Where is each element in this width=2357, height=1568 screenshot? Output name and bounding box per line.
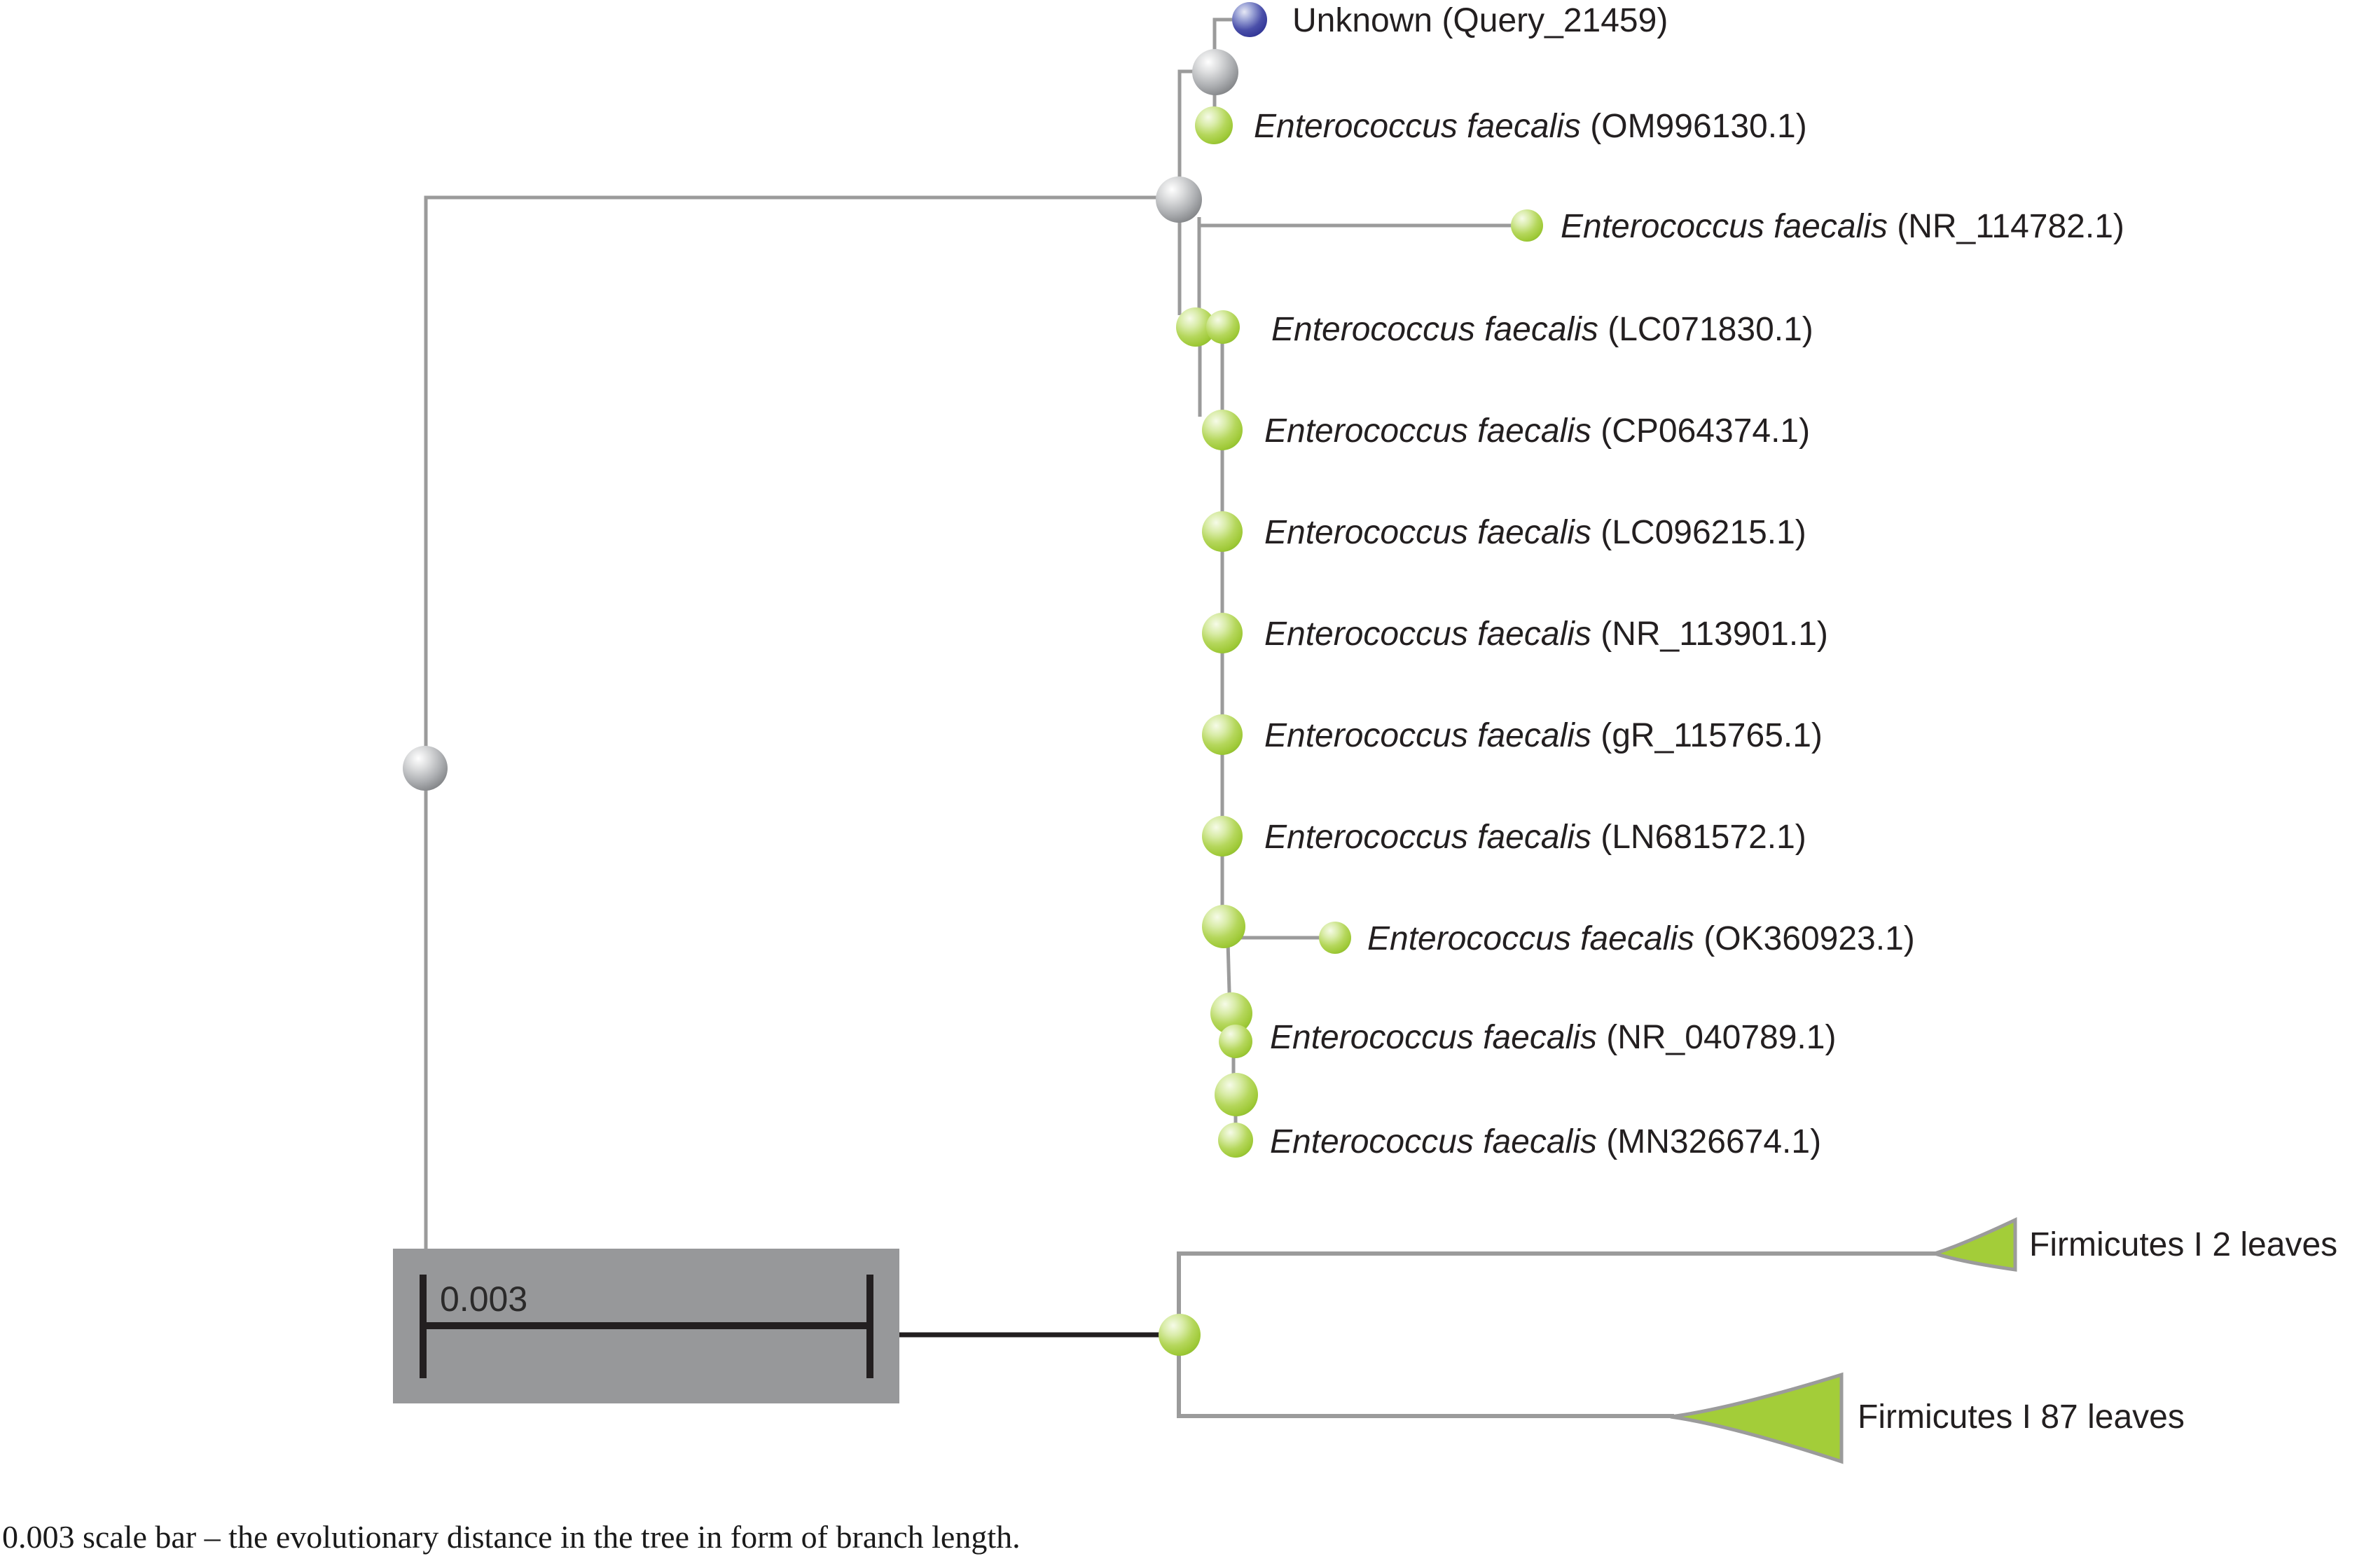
leaf-label-om996130[interactable]: Enterococcus faecalis (OM996130.1) bbox=[1254, 108, 1807, 145]
node-leaf-gr115765[interactable] bbox=[1202, 714, 1243, 755]
figure-caption: 0.003 scale bar – the evolutionary distance in the tree in form of branch length. bbox=[2, 1519, 1021, 1555]
leaf-label-cp064374[interactable]: Enterococcus faecalis (CP064374.1) bbox=[1264, 412, 1811, 450]
node-internal-ok360923[interactable] bbox=[1202, 905, 1245, 948]
node-leaf-lc071830-b[interactable] bbox=[1206, 310, 1240, 344]
node-leaf-lc096215[interactable] bbox=[1202, 511, 1243, 552]
leaf-label-gr115765[interactable]: Enterococcus faecalis (gR_115765.1) bbox=[1264, 717, 1823, 754]
leaf-label-nr113901[interactable]: Enterococcus faecalis (NR_113901.1) bbox=[1264, 616, 1828, 653]
leaf-label-ln681572[interactable]: Enterococcus faecalis (LN681572.1) bbox=[1264, 819, 1806, 856]
node-leaf-ok360923[interactable] bbox=[1319, 922, 1351, 954]
clade-label-firmicutes-87[interactable]: Firmicutes I 87 leaves bbox=[1858, 1399, 2185, 1436]
node-internal-mn326674[interactable] bbox=[1215, 1073, 1258, 1116]
branch-trunk bbox=[426, 197, 1179, 1249]
leaf-label-nr114782[interactable]: Enterococcus faecalis (NR_114782.1) bbox=[1561, 208, 2124, 245]
node-internal-mid[interactable] bbox=[1156, 176, 1202, 223]
node-internal-top[interactable] bbox=[1192, 49, 1238, 95]
node-firmicutes-junction[interactable] bbox=[1159, 1314, 1201, 1356]
node-leaf-mn326674[interactable] bbox=[1218, 1123, 1253, 1158]
query-label[interactable]: Unknown (Query_21459) bbox=[1292, 2, 1668, 39]
node-leaf-nr114782[interactable] bbox=[1511, 209, 1543, 242]
branch-firmicutes-2 bbox=[1179, 1254, 1937, 1317]
node-leaf-nr113901[interactable] bbox=[1202, 613, 1243, 653]
clade-label-firmicutes-2[interactable]: Firmicutes I 2 leaves bbox=[2029, 1226, 2338, 1263]
scale-bar-value: 0.003 bbox=[440, 1279, 528, 1319]
leaf-label-lc071830[interactable]: Enterococcus faecalis (LC071830.1) bbox=[1271, 311, 1813, 348]
branch-firmicutes-87 bbox=[1179, 1353, 1674, 1416]
node-root[interactable] bbox=[403, 746, 448, 791]
collapsed-clade-firmicutes-2[interactable] bbox=[1935, 1220, 2015, 1270]
node-leaf-nr040789-b[interactable] bbox=[1219, 1025, 1252, 1058]
leaf-label-lc096215[interactable]: Enterococcus faecalis (LC096215.1) bbox=[1264, 514, 1806, 551]
leaf-label-nr040789[interactable]: Enterococcus faecalis (NR_040789.1) bbox=[1270, 1019, 1837, 1056]
node-leaf-cp064374[interactable] bbox=[1202, 410, 1243, 450]
leaf-label-mn326674[interactable]: Enterococcus faecalis (MN326674.1) bbox=[1270, 1123, 1822, 1160]
node-leaf-ln681572[interactable] bbox=[1202, 816, 1243, 856]
node-query[interactable] bbox=[1232, 2, 1267, 37]
leaf-label-ok360923[interactable]: Enterococcus faecalis (OK360923.1) bbox=[1367, 920, 1915, 957]
node-leaf-om996130[interactable] bbox=[1195, 106, 1233, 144]
collapsed-clade-firmicutes-87[interactable] bbox=[1671, 1375, 1841, 1462]
